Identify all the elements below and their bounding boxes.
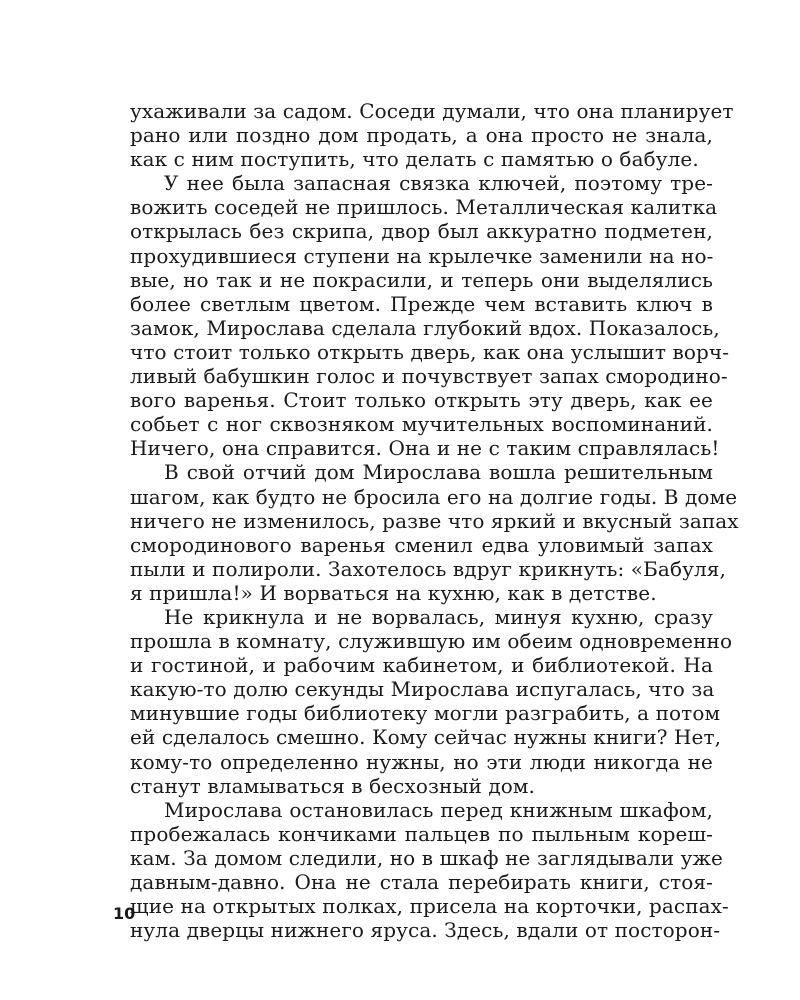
text-line: кому-то определенно нужны, но эти люди никогда не bbox=[130, 749, 713, 774]
text-line: вые, но так и не покрасили, и теперь они выделялись bbox=[130, 267, 713, 292]
text-line: У нее была запасная связка ключей, поэтому тре- bbox=[164, 171, 713, 196]
text-line: замок, Мирослава сделала глубокий вдох. Показалось, bbox=[130, 315, 720, 340]
text-line: ливый бабушкин голос и почувствует запах смородино- bbox=[130, 364, 728, 389]
text-line: давным-давно. Она не стала перебирать книги, стоя- bbox=[130, 870, 713, 894]
text-line: вожить соседей не пришлось. Металлическая калитка bbox=[130, 195, 718, 220]
text-line: Мирослава остановилась перед книжным шкафом, bbox=[164, 797, 713, 822]
text-line: прошла в комнату, служившую им обеим одновременно bbox=[130, 629, 733, 654]
text-line: что стоит только открыть дверь, как она услышит ворч- bbox=[130, 339, 730, 364]
text-line: более светлым цветом. Прежде чем вставить ключ в bbox=[130, 291, 713, 316]
text-line: рано или поздно дом продать, а она просто не знала, bbox=[130, 123, 713, 148]
text-line: станут вламываться в бесхозный дом. bbox=[130, 773, 536, 798]
text-line: В свой отчий дом Мирослава вошла решительным bbox=[164, 460, 713, 485]
page-body-text bbox=[130, 99, 739, 943]
text-line: смородинового варенья сменил едва уловимый запах bbox=[130, 532, 713, 557]
text-line: какую-то долю секунды Мирослава испугалась, что за bbox=[130, 677, 715, 702]
text-line: вого варенья. Стоит только открыть эту дверь, как ее bbox=[130, 388, 713, 413]
text-line: прохудившиеся ступени на крылечке заменили на но- bbox=[130, 243, 714, 268]
text-line: собьет с ног сквозняком мучительных воспоминаний. bbox=[130, 412, 713, 437]
text-line: щие на открытых полках, присела на корточки, распах- bbox=[130, 894, 729, 919]
text-line: Не крикнула и не ворвалась, минуя кухню, сразу bbox=[164, 604, 713, 629]
text-line: шагом, как будто не бросила его на долгие годы. В доме bbox=[130, 484, 738, 509]
text-line: ничего не изменилось, разве что яркий и вкусный запах bbox=[130, 508, 739, 533]
text-line: как с ним поступить, что делать с памятью о бабуле. bbox=[130, 147, 699, 172]
text-line: нула дверцы нижнего яруса. Здесь, вдали от посторон- bbox=[130, 918, 721, 943]
text-line: минувшие годы библиотеку могли разграбить, а потом bbox=[130, 701, 721, 726]
text-line: открылась без скрипа, двор был аккуратно подметен, bbox=[130, 219, 713, 244]
text-line: кам. За домом следили, но в шкаф не заглядывали уже bbox=[130, 845, 723, 870]
text-line: Ничего, она справится. Она и не с таким справлялась! bbox=[130, 436, 720, 461]
text-line: я пришла!» И ворваться на кухню, как в детстве. bbox=[130, 580, 657, 605]
text-line: ей сделалось смешно. Кому сейчас нужны книги? Нет, bbox=[130, 725, 722, 750]
text-line: ухаживали за садом. Соседи думали, что она планирует bbox=[130, 99, 734, 123]
page-number: 10 bbox=[113, 904, 136, 923]
text-line: пыли и полироли. Захотелось вдруг крикнуть: «Бабуля, bbox=[130, 556, 726, 581]
text-line: пробежалась кончиками пальцев по пыльным кореш- bbox=[130, 821, 713, 846]
text-line: и гостиной, и рабочим кабинетом, и библиотекой. На bbox=[130, 653, 713, 678]
